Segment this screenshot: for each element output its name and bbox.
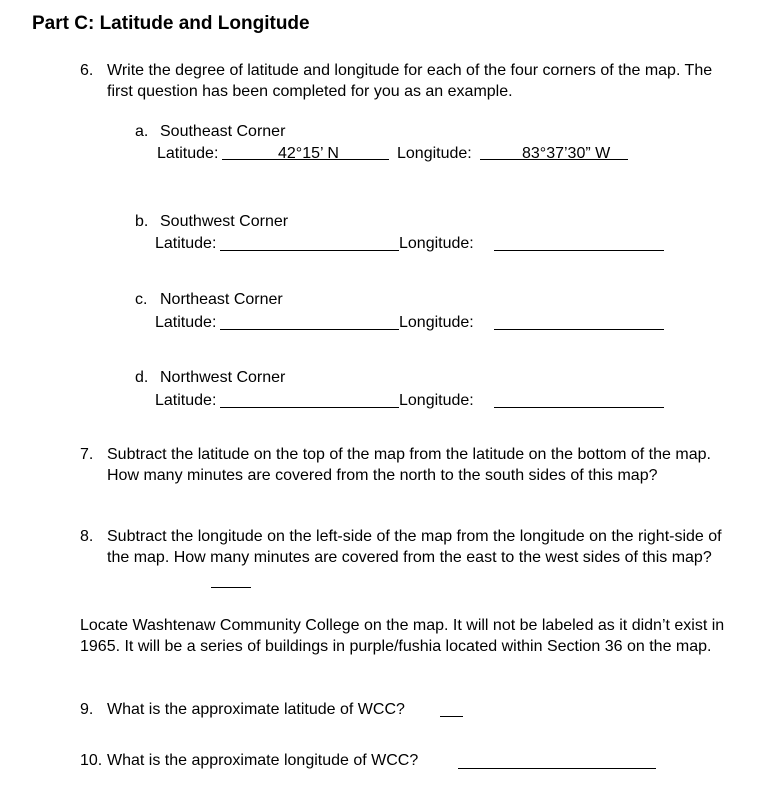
- q7-text: Subtract the latitude on the top of the map from the latitude on the bottom of the map. How many minutes are covered from the north to the south sides of this map?: [107, 446, 711, 484]
- item-d-lat-label: Latitude:: [155, 392, 217, 409]
- item-d-lon-label: Longitude:: [399, 392, 474, 409]
- q6-number: 6.: [80, 62, 94, 79]
- item-a-corner: Southeast Corner: [160, 123, 286, 140]
- q10-number: 10.: [80, 752, 103, 769]
- item-c-corner: Northeast Corner: [160, 291, 283, 308]
- item-b-corner: Southwest Corner: [160, 213, 289, 230]
- item-c-lon-answer-line[interactable]: [494, 329, 664, 330]
- item-a-lon-value: 83°37’30” W: [522, 145, 611, 162]
- item-c-lat-answer-line[interactable]: [220, 329, 399, 330]
- q8-text: Subtract the longitude on the left-side of the map from the longitude on the right-side of the map. How many minutes are covered from the east to the west sides of this map?: [107, 528, 722, 566]
- q9-number: 9.: [80, 701, 94, 718]
- item-b-letter: b.: [135, 213, 149, 230]
- q9-answer-line[interactable]: [440, 716, 463, 717]
- q9-text: What is the approximate latitude of WCC?: [107, 701, 405, 718]
- item-d-corner: Northwest Corner: [160, 369, 286, 386]
- item-b-lat-answer-line[interactable]: [220, 250, 399, 251]
- item-a-lat-value: 42°15’ N: [278, 145, 339, 162]
- item-c-letter: c.: [135, 291, 148, 308]
- item-c-lat-label: Latitude:: [155, 314, 217, 331]
- item-d-letter: d.: [135, 369, 149, 386]
- item-b-lat-label: Latitude:: [155, 235, 217, 252]
- q8-number: 8.: [80, 528, 94, 545]
- page-title: Part C: Latitude and Longitude: [32, 13, 310, 34]
- locate-paragraph: Locate Washtenaw Community College on the map. It will not be labeled as it didn’t exist in 1965. It will be a series of buildings in purple/fushia located within Section 36 on the map.: [80, 617, 725, 655]
- item-a-lat-label: Latitude:: [157, 145, 219, 162]
- item-a-lon-label: Longitude:: [397, 145, 472, 162]
- item-a-letter: a.: [135, 123, 149, 140]
- q8-answer-line[interactable]: [211, 587, 251, 588]
- item-b-lon-label: Longitude:: [399, 235, 474, 252]
- q10-answer-line[interactable]: [458, 768, 656, 769]
- item-c-lon-label: Longitude:: [399, 314, 474, 331]
- item-d-lat-answer-line[interactable]: [220, 407, 399, 408]
- q7-number: 7.: [80, 446, 94, 463]
- q10-text: What is the approximate longitude of WCC?: [107, 752, 419, 769]
- item-d-lon-answer-line[interactable]: [494, 407, 664, 408]
- q6-text: Write the degree of latitude and longitude for each of the four corners of the map. The first question has been completed for you as an example.: [107, 62, 713, 100]
- item-b-lon-answer-line[interactable]: [494, 250, 664, 251]
